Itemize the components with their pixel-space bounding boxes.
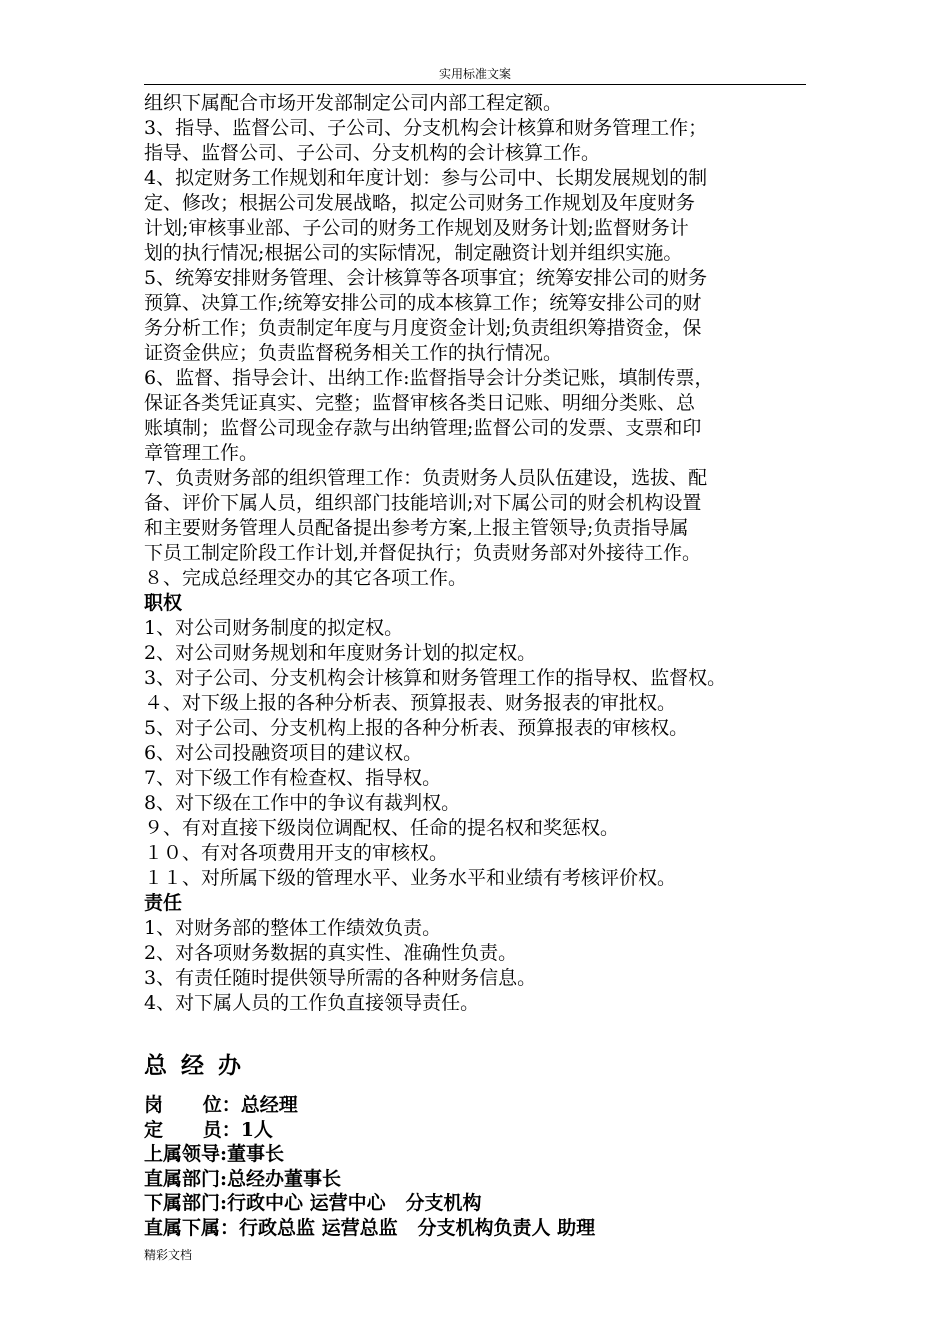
- responsibility-item: 2、对各项财务数据的真实性、准确性负责。: [144, 942, 518, 964]
- section-title-spacer: [144, 1081, 816, 1093]
- duty-line: 组织下属配合市场开发部制定公司内部工程定额。: [144, 92, 563, 114]
- direct-department-field: 直属部门:总经办董事长: [144, 1167, 342, 1190]
- position-info: [144, 1093, 816, 1240]
- duty-line: ８、完成总经理交办的其它各项工作。: [144, 567, 468, 589]
- headcount-field: 定 员：1人: [144, 1118, 273, 1141]
- authority-item: ９、有对直接下级岗位调配权、任命的提名权和奖惩权。: [144, 817, 620, 839]
- authority-item: 3、对子公司、分支机构会计核算和财务管理工作的指导权、监督权。: [144, 667, 727, 689]
- duty-line: 预算、决算工作;统筹安排公司的成本核算工作；统筹安排公司的财: [144, 292, 702, 314]
- responsibility-item: 4、对下属人员的工作负直接领导责任。: [144, 992, 480, 1014]
- duty-line: 7、负责财务部的组织管理工作：负责财务人员队伍建设，选拔、配: [144, 467, 708, 489]
- duty-line: 划的执行情况;根据公司的实际情况，制定融资计划并组织实施。: [144, 242, 683, 264]
- authority-item: 6、对公司投融资项目的建议权。: [144, 742, 423, 764]
- authority-item: 2、对公司财务规划和年度财务计划的拟定权。: [144, 642, 537, 664]
- duty-line: 保证各类凭证真实、完整；监督审核各类日记账、明细分类账、总: [144, 392, 696, 414]
- superior-field: 上属领导:董事长: [144, 1143, 285, 1165]
- duties-list: [144, 91, 816, 591]
- responsibility-item: 3、有责任随时提供领导所需的各种财务信息。: [144, 967, 537, 989]
- duty-line: 备、评价下属人员，组织部门技能培训;对下属公司的财会机构设置: [144, 492, 702, 514]
- duty-line: 计划;审核事业部、子公司的财务工作规划及财务计划;监督财务计: [144, 217, 689, 239]
- authority-item: 7、对下级工作有检查权、指导权。: [144, 767, 442, 789]
- subordinate-department-field: 下属部门:行政中心 运营中心 分支机构: [144, 1192, 482, 1214]
- duty-line: 4、拟定财务工作规划和年度计划：参与公司中、长期发展规划的制: [144, 167, 708, 189]
- section-spacer: [144, 1016, 816, 1051]
- authority-item: 1、对公司财务制度的拟定权。: [144, 617, 404, 639]
- duty-line: 和主要财务管理人员配备提出参考方案,上报主管领导;负责指导属: [144, 517, 689, 539]
- duty-line: 下员工制定阶段工作计划,并督促执行；负责财务部对外接待工作。: [144, 542, 702, 564]
- responsibility-heading: 责任: [144, 892, 183, 914]
- authority-item: 5、对子公司、分支机构上报的各种分析表、预算报表的审核权。: [144, 717, 689, 739]
- authority-heading: 职权: [144, 592, 183, 614]
- section-title: 总经办: [144, 1052, 255, 1079]
- responsibility-item: 1、对财务部的整体工作绩效负责。: [144, 917, 442, 939]
- page-footer: 精彩文档: [144, 1248, 193, 1262]
- duty-line: 6、监督、指导会计、出纳工作:监督指导会计分类记账，填制传票，: [144, 367, 714, 389]
- duty-line: 务分析工作；负责制定年度与月度资金计划;负责组织筹措资金，保: [144, 317, 702, 339]
- duty-line: 3、指导、监督公司、子公司、分支机构会计核算和财务管理工作；: [144, 117, 708, 139]
- authority-item: 8、对下级在工作中的争议有裁判权。: [144, 792, 461, 814]
- duty-line: 指导、监督公司、子公司、分支机构的会计核算工作。: [144, 142, 601, 164]
- duty-line: 5、统筹安排财务管理、会计核算等各项事宜；统筹安排公司的财务: [144, 267, 708, 289]
- page-content: [144, 91, 816, 1240]
- authority-item: １１、对所属下级的管理水平、业务水平和业绩有考核评价权。: [144, 867, 677, 889]
- authority-item: ４、对下级上报的各种分析表、预算报表、财务报表的审批权。: [144, 692, 677, 714]
- duty-line: 证资金供应；负责监督税务相关工作的执行情况。: [144, 342, 563, 364]
- duty-line: 定、修改；根据公司发展战略，拟定公司财务工作规划及年度财务: [144, 192, 696, 214]
- authority-item: １０、有对各项费用开支的审核权。: [144, 842, 449, 864]
- responsibility-list: [144, 916, 816, 1016]
- authority-list: [144, 616, 816, 891]
- duty-line: 章管理工作。: [144, 442, 259, 464]
- header-rule: [144, 84, 806, 85]
- page-header: 实用标准文案: [438, 67, 511, 81]
- duty-line: 账填制；监督公司现金存款与出纳管理;监督公司的发票、支票和印: [144, 417, 702, 439]
- position-field: 岗 位：总经理: [144, 1094, 298, 1116]
- direct-subordinate-field: 直属下属：行政总监 运营总监 分支机构负责人 助理: [144, 1216, 596, 1239]
